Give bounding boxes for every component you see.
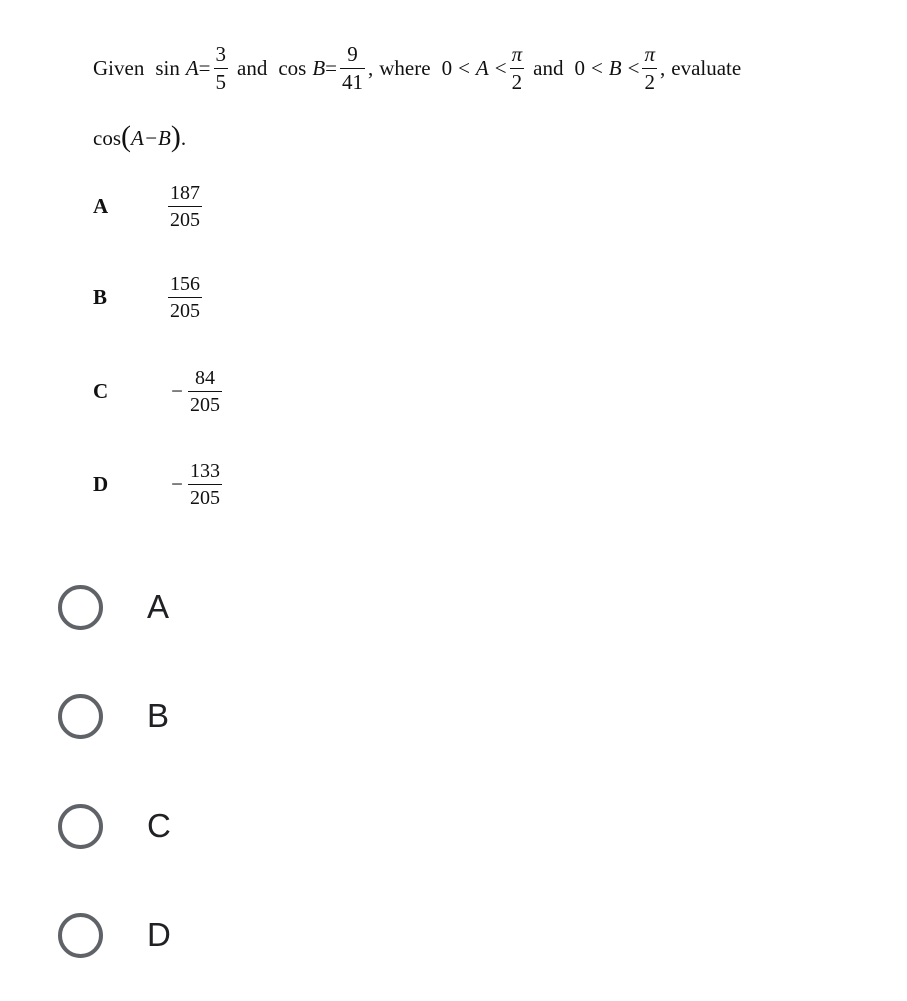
- radio-choice-b[interactable]: [58, 688, 169, 744]
- evaluate-text: evaluate: [671, 55, 742, 80]
- option-numerator: 156: [170, 272, 200, 295]
- equals-sign: =: [325, 55, 338, 80]
- a-minus-b-expression: A−B: [131, 125, 171, 150]
- cos-function: cos: [93, 125, 121, 150]
- option-denominator: 205: [168, 206, 202, 230]
- option-fraction: [188, 368, 222, 415]
- pi-over-two-fraction: [642, 41, 657, 94]
- cos-b-fraction: [340, 41, 365, 94]
- two-denominator: 2: [510, 68, 525, 93]
- radio-button[interactable]: [58, 694, 103, 739]
- less-than: <: [458, 55, 470, 80]
- two-denominator: 2: [642, 68, 657, 93]
- sin-function: sin: [155, 55, 180, 80]
- option-letter: A: [93, 193, 109, 218]
- answer-option-c: [93, 359, 225, 423]
- option-letter: B: [93, 284, 108, 309]
- period: .: [180, 125, 187, 150]
- option-denominator: 205: [188, 484, 222, 508]
- radio-choice-d[interactable]: [58, 907, 171, 963]
- answer-option-b: [93, 265, 205, 329]
- variable-a: A: [185, 55, 199, 80]
- variable-b: B: [608, 55, 622, 80]
- cos-function: cos: [278, 55, 307, 80]
- sin-a-numerator: 3: [215, 41, 227, 66]
- option-sign: −: [171, 471, 183, 496]
- and-text: and: [237, 55, 268, 80]
- radio-choice-label: C: [147, 807, 171, 844]
- less-than: <: [590, 55, 603, 80]
- where-text: where: [379, 55, 431, 80]
- option-denominator: 205: [188, 391, 222, 415]
- question-text-given: Given: [93, 55, 145, 80]
- radio-choice-c[interactable]: [58, 798, 171, 854]
- option-fraction: [168, 183, 202, 230]
- less-than: <: [627, 55, 640, 80]
- cos-b-numerator: 9: [347, 41, 358, 66]
- less-than: <: [494, 55, 507, 80]
- answer-option-a: [93, 174, 205, 238]
- radio-choice-a[interactable]: [58, 579, 169, 635]
- equals-sign: =: [198, 55, 211, 80]
- option-fraction: [188, 461, 222, 508]
- radio-choice-label: B: [147, 697, 170, 734]
- and-text: and: [533, 55, 564, 80]
- pi-numerator: π: [511, 41, 523, 66]
- sin-a-fraction: [214, 41, 229, 94]
- question-line-2: [93, 118, 186, 158]
- zero: 0: [441, 55, 453, 80]
- variable-b: B: [312, 55, 326, 80]
- pi-over-two-fraction: [510, 41, 525, 94]
- radio-choice-label: A: [147, 588, 170, 625]
- pi-numerator: π: [644, 41, 655, 66]
- option-sign: −: [171, 378, 183, 403]
- radio-button[interactable]: [58, 913, 103, 958]
- question-line-1: [93, 38, 741, 98]
- radio-button[interactable]: [58, 585, 103, 630]
- close-paren: ): [170, 120, 181, 153]
- comma: ,: [660, 55, 666, 80]
- cos-b-denominator: 41: [342, 69, 364, 94]
- open-paren: (: [121, 120, 131, 153]
- option-numerator: 84: [195, 366, 215, 389]
- sin-a-denominator: 5: [215, 69, 227, 94]
- answer-option-d: [93, 452, 225, 516]
- comma: ,: [368, 55, 374, 80]
- option-letter: C: [93, 378, 109, 403]
- option-letter: D: [93, 471, 109, 496]
- option-numerator: 187: [170, 181, 200, 204]
- option-numerator: 133: [190, 459, 220, 482]
- option-fraction: [168, 274, 202, 321]
- variable-a: A: [475, 55, 489, 80]
- radio-choice-label: D: [147, 916, 171, 953]
- option-denominator: 205: [168, 297, 202, 321]
- zero: 0: [574, 55, 585, 80]
- radio-button[interactable]: [58, 804, 103, 849]
